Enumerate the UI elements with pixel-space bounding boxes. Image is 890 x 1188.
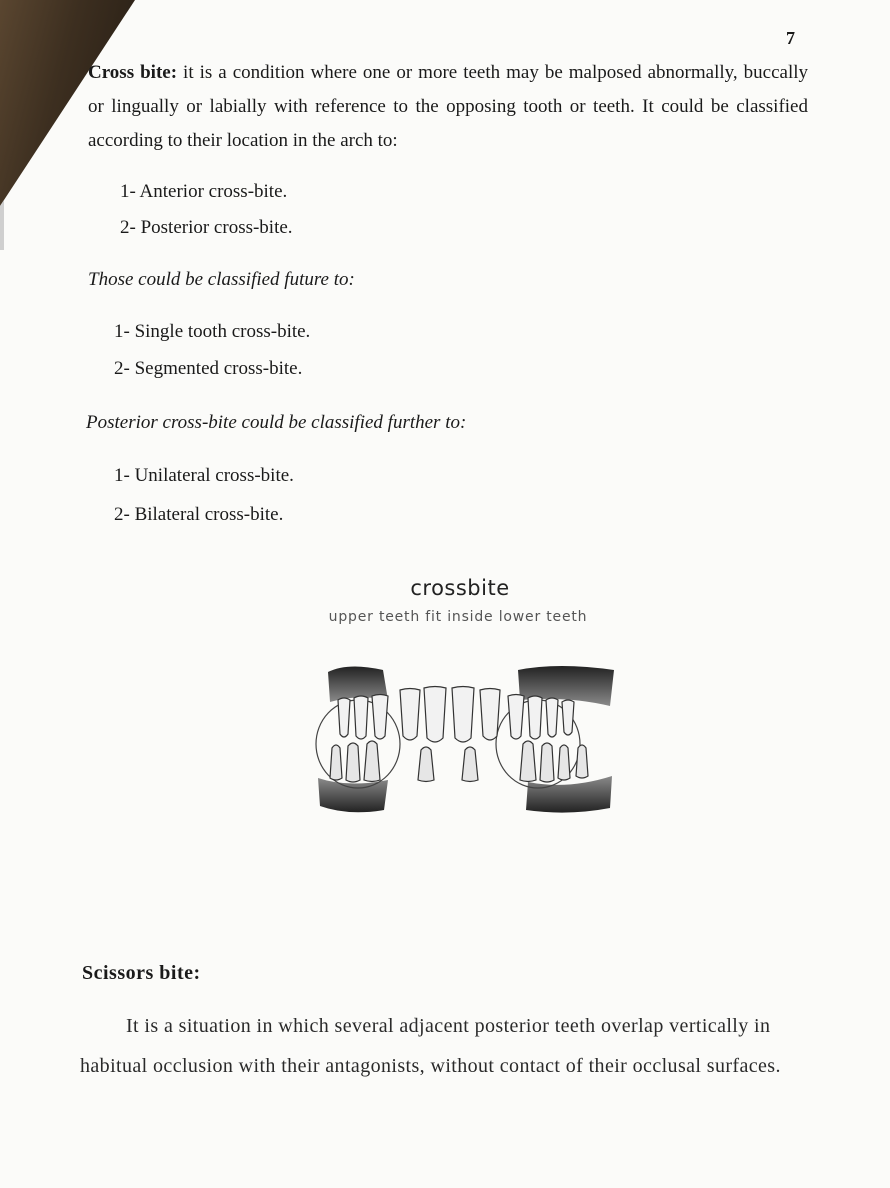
cross-bite-term: Cross bite: <box>88 62 178 83</box>
scissors-bite-paragraph <box>80 1006 842 1086</box>
page-number: 7 <box>786 28 795 48</box>
cross-bite-paragraph <box>88 56 808 158</box>
crossbite-teeth-illustration <box>288 660 618 818</box>
posterior-list-item-1: 1- Unilateral cross-bite. <box>114 465 294 486</box>
further-list-item-1: 1- Single tooth cross-bite. <box>114 321 311 342</box>
location-list-item-1: 1- Anterior cross-bite. <box>120 181 288 202</box>
posterior-list-item-2: 2- Bilateral cross-bite. <box>114 504 284 525</box>
location-list-item-2: 2- Posterior cross-bite. <box>120 217 293 238</box>
further-classification-intro: Those could be classified future to: <box>88 269 355 290</box>
posterior-classification-intro: Posterior cross-bite could be classified further to: <box>86 412 467 433</box>
further-list-item-2: 2- Segmented cross-bite. <box>114 358 303 379</box>
figure-title: crossbite <box>410 576 510 600</box>
scissors-bite-text: It is a situation in which several adjacent posterior teeth overlap vertically in habitual occlusion with their antagonists, without contact of their occlusal surfaces. <box>80 1015 781 1077</box>
cross-bite-definition: it is a condition where one or more teeth may be malposed abnormally, buccally or lingually or labially with reference to the opposing tooth or teeth. It could be classified according to their location in the arch to: <box>88 62 808 151</box>
figure-caption: upper teeth fit inside lower teeth <box>328 609 588 625</box>
scissors-bite-heading: Scissors bite: <box>82 962 201 984</box>
